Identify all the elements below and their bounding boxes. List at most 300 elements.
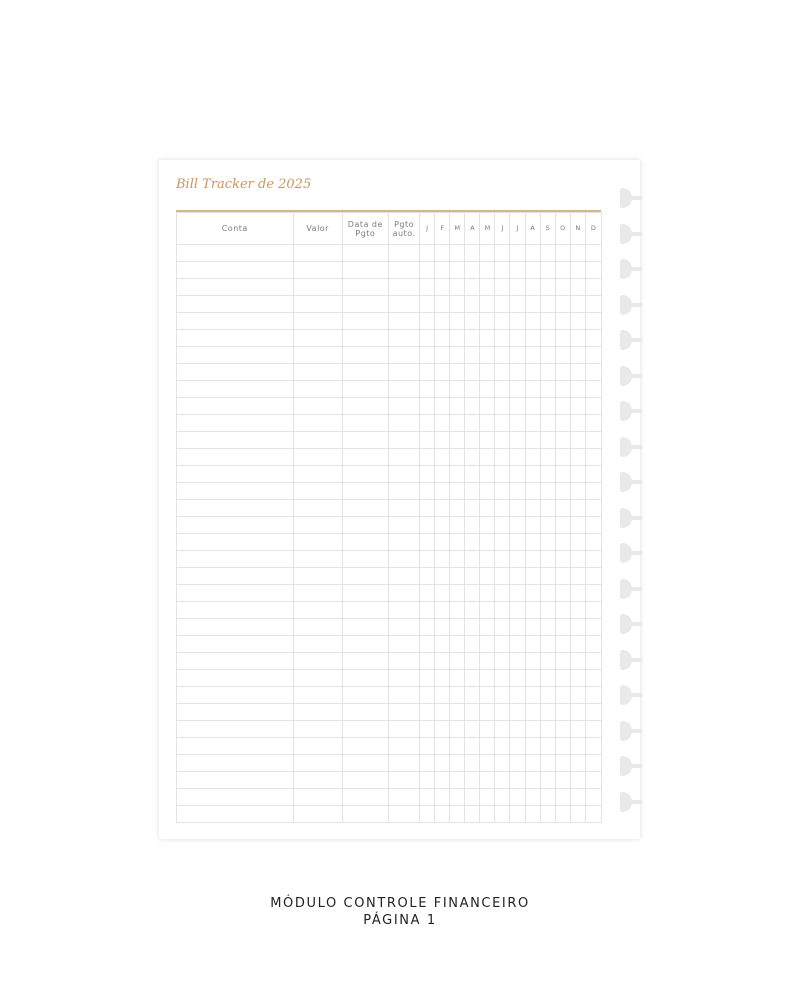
cell-data-pgto[interactable] [342,721,388,738]
cell-month-check[interactable] [585,687,601,704]
cell-month-check[interactable] [525,602,540,619]
cell-month-check[interactable] [495,568,510,585]
cell-month-check[interactable] [465,449,480,466]
cell-month-check[interactable] [585,619,601,636]
cell-month-check[interactable] [540,398,555,415]
cell-month-check[interactable] [420,653,435,670]
cell-month-check[interactable] [465,619,480,636]
cell-valor[interactable] [293,619,342,636]
cell-month-check[interactable] [450,381,465,398]
cell-conta[interactable] [177,568,294,585]
cell-data-pgto[interactable] [342,483,388,500]
cell-data-pgto[interactable] [342,670,388,687]
cell-pgto-auto[interactable] [388,347,419,364]
cell-month-check[interactable] [420,279,435,296]
cell-month-check[interactable] [495,755,510,772]
cell-month-check[interactable] [525,466,540,483]
cell-valor[interactable] [293,466,342,483]
cell-month-check[interactable] [480,313,495,330]
cell-month-check[interactable] [555,534,570,551]
cell-month-check[interactable] [495,806,510,823]
cell-month-check[interactable] [525,806,540,823]
cell-valor[interactable] [293,517,342,534]
cell-valor[interactable] [293,262,342,279]
cell-valor[interactable] [293,296,342,313]
cell-month-check[interactable] [495,313,510,330]
cell-month-check[interactable] [420,534,435,551]
cell-valor[interactable] [293,313,342,330]
cell-month-check[interactable] [585,347,601,364]
cell-valor[interactable] [293,568,342,585]
cell-data-pgto[interactable] [342,330,388,347]
cell-month-check[interactable] [450,483,465,500]
cell-month-check[interactable] [525,415,540,432]
cell-month-check[interactable] [480,789,495,806]
cell-month-check[interactable] [435,789,450,806]
cell-month-check[interactable] [435,653,450,670]
cell-month-check[interactable] [420,364,435,381]
cell-pgto-auto[interactable] [388,721,419,738]
cell-month-check[interactable] [450,585,465,602]
cell-conta[interactable] [177,296,294,313]
cell-valor[interactable] [293,381,342,398]
cell-month-check[interactable] [465,500,480,517]
cell-month-check[interactable] [480,670,495,687]
cell-month-check[interactable] [510,653,525,670]
cell-month-check[interactable] [465,687,480,704]
cell-valor[interactable] [293,755,342,772]
cell-month-check[interactable] [465,789,480,806]
cell-month-check[interactable] [420,245,435,262]
cell-month-check[interactable] [525,279,540,296]
cell-month-check[interactable] [435,517,450,534]
cell-month-check[interactable] [435,330,450,347]
cell-month-check[interactable] [435,534,450,551]
cell-month-check[interactable] [570,738,585,755]
cell-month-check[interactable] [420,466,435,483]
cell-month-check[interactable] [555,381,570,398]
cell-conta[interactable] [177,279,294,296]
cell-month-check[interactable] [465,313,480,330]
cell-month-check[interactable] [525,619,540,636]
cell-month-check[interactable] [465,296,480,313]
cell-month-check[interactable] [495,653,510,670]
cell-month-check[interactable] [585,364,601,381]
cell-month-check[interactable] [495,330,510,347]
cell-conta[interactable] [177,772,294,789]
cell-month-check[interactable] [585,636,601,653]
cell-pgto-auto[interactable] [388,466,419,483]
cell-month-check[interactable] [570,670,585,687]
cell-month-check[interactable] [555,602,570,619]
cell-month-check[interactable] [585,755,601,772]
cell-month-check[interactable] [570,619,585,636]
cell-month-check[interactable] [465,279,480,296]
cell-month-check[interactable] [555,687,570,704]
cell-month-check[interactable] [480,466,495,483]
cell-month-check[interactable] [555,279,570,296]
cell-month-check[interactable] [585,602,601,619]
cell-month-check[interactable] [585,585,601,602]
cell-month-check[interactable] [495,619,510,636]
cell-conta[interactable] [177,398,294,415]
cell-month-check[interactable] [435,466,450,483]
cell-valor[interactable] [293,347,342,364]
cell-month-check[interactable] [540,789,555,806]
cell-pgto-auto[interactable] [388,772,419,789]
cell-month-check[interactable] [450,245,465,262]
cell-month-check[interactable] [585,772,601,789]
cell-month-check[interactable] [495,483,510,500]
cell-valor[interactable] [293,670,342,687]
cell-month-check[interactable] [465,245,480,262]
cell-month-check[interactable] [555,806,570,823]
cell-month-check[interactable] [420,636,435,653]
cell-month-check[interactable] [510,687,525,704]
cell-valor[interactable] [293,806,342,823]
cell-month-check[interactable] [510,636,525,653]
cell-month-check[interactable] [540,432,555,449]
cell-month-check[interactable] [510,466,525,483]
cell-month-check[interactable] [585,296,601,313]
cell-month-check[interactable] [435,262,450,279]
cell-valor[interactable] [293,398,342,415]
cell-conta[interactable] [177,755,294,772]
cell-valor[interactable] [293,500,342,517]
cell-month-check[interactable] [525,449,540,466]
cell-conta[interactable] [177,738,294,755]
cell-month-check[interactable] [420,670,435,687]
cell-month-check[interactable] [495,602,510,619]
cell-data-pgto[interactable] [342,415,388,432]
cell-month-check[interactable] [450,347,465,364]
cell-conta[interactable] [177,381,294,398]
cell-valor[interactable] [293,449,342,466]
cell-month-check[interactable] [540,483,555,500]
cell-month-check[interactable] [435,483,450,500]
cell-data-pgto[interactable] [342,364,388,381]
cell-month-check[interactable] [420,789,435,806]
cell-month-check[interactable] [495,245,510,262]
cell-pgto-auto[interactable] [388,364,419,381]
cell-month-check[interactable] [540,466,555,483]
cell-conta[interactable] [177,602,294,619]
cell-month-check[interactable] [555,483,570,500]
cell-pgto-auto[interactable] [388,432,419,449]
cell-month-check[interactable] [555,670,570,687]
cell-valor[interactable] [293,789,342,806]
cell-month-check[interactable] [570,279,585,296]
cell-month-check[interactable] [510,313,525,330]
cell-month-check[interactable] [435,432,450,449]
cell-month-check[interactable] [450,500,465,517]
cell-valor[interactable] [293,415,342,432]
cell-month-check[interactable] [495,517,510,534]
cell-month-check[interactable] [465,772,480,789]
cell-month-check[interactable] [435,296,450,313]
cell-month-check[interactable] [465,806,480,823]
cell-month-check[interactable] [435,364,450,381]
cell-month-check[interactable] [585,517,601,534]
cell-month-check[interactable] [555,245,570,262]
cell-month-check[interactable] [525,347,540,364]
cell-month-check[interactable] [480,381,495,398]
cell-month-check[interactable] [435,313,450,330]
cell-pgto-auto[interactable] [388,262,419,279]
cell-month-check[interactable] [585,279,601,296]
cell-conta[interactable] [177,585,294,602]
cell-month-check[interactable] [435,806,450,823]
cell-month-check[interactable] [480,585,495,602]
cell-month-check[interactable] [465,755,480,772]
cell-month-check[interactable] [495,262,510,279]
cell-month-check[interactable] [450,313,465,330]
cell-month-check[interactable] [510,755,525,772]
cell-month-check[interactable] [480,398,495,415]
cell-pgto-auto[interactable] [388,789,419,806]
cell-month-check[interactable] [480,517,495,534]
cell-month-check[interactable] [465,364,480,381]
cell-pgto-auto[interactable] [388,585,419,602]
cell-month-check[interactable] [450,466,465,483]
cell-month-check[interactable] [555,738,570,755]
cell-month-check[interactable] [555,789,570,806]
cell-data-pgto[interactable] [342,755,388,772]
cell-month-check[interactable] [420,704,435,721]
cell-month-check[interactable] [465,330,480,347]
cell-month-check[interactable] [585,432,601,449]
cell-month-check[interactable] [510,364,525,381]
cell-month-check[interactable] [420,619,435,636]
cell-data-pgto[interactable] [342,432,388,449]
cell-month-check[interactable] [480,636,495,653]
cell-month-check[interactable] [525,789,540,806]
cell-month-check[interactable] [510,568,525,585]
cell-month-check[interactable] [540,704,555,721]
cell-month-check[interactable] [540,415,555,432]
cell-month-check[interactable] [570,466,585,483]
cell-month-check[interactable] [420,347,435,364]
cell-month-check[interactable] [450,449,465,466]
cell-month-check[interactable] [420,687,435,704]
cell-month-check[interactable] [585,653,601,670]
cell-month-check[interactable] [510,670,525,687]
cell-month-check[interactable] [585,381,601,398]
cell-month-check[interactable] [510,245,525,262]
cell-month-check[interactable] [435,568,450,585]
cell-month-check[interactable] [555,398,570,415]
cell-valor[interactable] [293,483,342,500]
cell-month-check[interactable] [435,500,450,517]
cell-data-pgto[interactable] [342,296,388,313]
cell-pgto-auto[interactable] [388,415,419,432]
cell-valor[interactable] [293,534,342,551]
cell-month-check[interactable] [540,653,555,670]
cell-pgto-auto[interactable] [388,653,419,670]
cell-month-check[interactable] [540,585,555,602]
cell-month-check[interactable] [450,772,465,789]
cell-data-pgto[interactable] [342,704,388,721]
cell-month-check[interactable] [570,755,585,772]
cell-month-check[interactable] [585,704,601,721]
cell-month-check[interactable] [525,738,540,755]
cell-month-check[interactable] [465,585,480,602]
cell-month-check[interactable] [495,381,510,398]
cell-month-check[interactable] [435,398,450,415]
cell-month-check[interactable] [420,415,435,432]
cell-month-check[interactable] [495,432,510,449]
cell-data-pgto[interactable] [342,789,388,806]
cell-month-check[interactable] [510,619,525,636]
cell-valor[interactable] [293,636,342,653]
cell-month-check[interactable] [465,483,480,500]
cell-month-check[interactable] [540,517,555,534]
cell-month-check[interactable] [450,398,465,415]
cell-pgto-auto[interactable] [388,296,419,313]
cell-month-check[interactable] [510,449,525,466]
cell-month-check[interactable] [435,381,450,398]
cell-month-check[interactable] [480,449,495,466]
cell-month-check[interactable] [570,704,585,721]
cell-month-check[interactable] [570,330,585,347]
cell-month-check[interactable] [450,432,465,449]
cell-month-check[interactable] [465,602,480,619]
cell-month-check[interactable] [495,347,510,364]
cell-conta[interactable] [177,534,294,551]
cell-month-check[interactable] [420,432,435,449]
cell-month-check[interactable] [465,262,480,279]
cell-month-check[interactable] [585,245,601,262]
cell-pgto-auto[interactable] [388,330,419,347]
cell-pgto-auto[interactable] [388,398,419,415]
cell-month-check[interactable] [480,602,495,619]
cell-month-check[interactable] [450,687,465,704]
cell-month-check[interactable] [450,738,465,755]
cell-month-check[interactable] [420,551,435,568]
cell-month-check[interactable] [420,568,435,585]
cell-conta[interactable] [177,653,294,670]
cell-month-check[interactable] [480,347,495,364]
cell-month-check[interactable] [525,483,540,500]
cell-month-check[interactable] [450,721,465,738]
cell-month-check[interactable] [540,245,555,262]
cell-conta[interactable] [177,806,294,823]
cell-month-check[interactable] [555,772,570,789]
cell-conta[interactable] [177,466,294,483]
cell-month-check[interactable] [570,789,585,806]
cell-data-pgto[interactable] [342,381,388,398]
cell-data-pgto[interactable] [342,772,388,789]
cell-month-check[interactable] [540,568,555,585]
cell-month-check[interactable] [435,602,450,619]
cell-month-check[interactable] [525,721,540,738]
cell-month-check[interactable] [555,296,570,313]
cell-pgto-auto[interactable] [388,449,419,466]
cell-month-check[interactable] [555,619,570,636]
cell-valor[interactable] [293,551,342,568]
cell-month-check[interactable] [510,772,525,789]
cell-month-check[interactable] [450,330,465,347]
cell-month-check[interactable] [510,738,525,755]
cell-month-check[interactable] [465,517,480,534]
cell-month-check[interactable] [435,415,450,432]
cell-month-check[interactable] [450,415,465,432]
cell-valor[interactable] [293,772,342,789]
cell-month-check[interactable] [540,381,555,398]
cell-data-pgto[interactable] [342,398,388,415]
cell-month-check[interactable] [480,806,495,823]
cell-month-check[interactable] [540,262,555,279]
cell-month-check[interactable] [510,806,525,823]
cell-month-check[interactable] [450,670,465,687]
cell-month-check[interactable] [555,636,570,653]
cell-month-check[interactable] [465,670,480,687]
cell-month-check[interactable] [555,347,570,364]
cell-month-check[interactable] [495,721,510,738]
cell-month-check[interactable] [555,415,570,432]
cell-month-check[interactable] [495,636,510,653]
cell-month-check[interactable] [525,534,540,551]
cell-valor[interactable] [293,279,342,296]
cell-month-check[interactable] [570,585,585,602]
cell-month-check[interactable] [465,347,480,364]
cell-data-pgto[interactable] [342,568,388,585]
cell-month-check[interactable] [465,466,480,483]
cell-month-check[interactable] [480,687,495,704]
cell-month-check[interactable] [465,721,480,738]
cell-month-check[interactable] [435,687,450,704]
cell-month-check[interactable] [480,296,495,313]
cell-month-check[interactable] [525,585,540,602]
cell-valor[interactable] [293,687,342,704]
cell-month-check[interactable] [540,330,555,347]
cell-month-check[interactable] [525,262,540,279]
cell-pgto-auto[interactable] [388,755,419,772]
cell-month-check[interactable] [525,330,540,347]
cell-pgto-auto[interactable] [388,602,419,619]
cell-month-check[interactable] [510,330,525,347]
cell-month-check[interactable] [420,330,435,347]
cell-data-pgto[interactable] [342,449,388,466]
cell-valor[interactable] [293,704,342,721]
cell-month-check[interactable] [510,551,525,568]
cell-month-check[interactable] [435,670,450,687]
cell-month-check[interactable] [540,279,555,296]
cell-data-pgto[interactable] [342,500,388,517]
cell-pgto-auto[interactable] [388,687,419,704]
cell-valor[interactable] [293,364,342,381]
cell-month-check[interactable] [420,381,435,398]
cell-month-check[interactable] [570,534,585,551]
cell-month-check[interactable] [585,500,601,517]
cell-month-check[interactable] [555,466,570,483]
cell-data-pgto[interactable] [342,806,388,823]
cell-valor[interactable] [293,721,342,738]
cell-pgto-auto[interactable] [388,619,419,636]
cell-pgto-auto[interactable] [388,704,419,721]
cell-month-check[interactable] [555,517,570,534]
cell-month-check[interactable] [420,262,435,279]
cell-month-check[interactable] [525,381,540,398]
cell-month-check[interactable] [435,721,450,738]
cell-month-check[interactable] [420,772,435,789]
cell-month-check[interactable] [480,653,495,670]
cell-month-check[interactable] [570,313,585,330]
cell-conta[interactable] [177,619,294,636]
cell-month-check[interactable] [525,755,540,772]
cell-month-check[interactable] [480,262,495,279]
cell-month-check[interactable] [570,296,585,313]
